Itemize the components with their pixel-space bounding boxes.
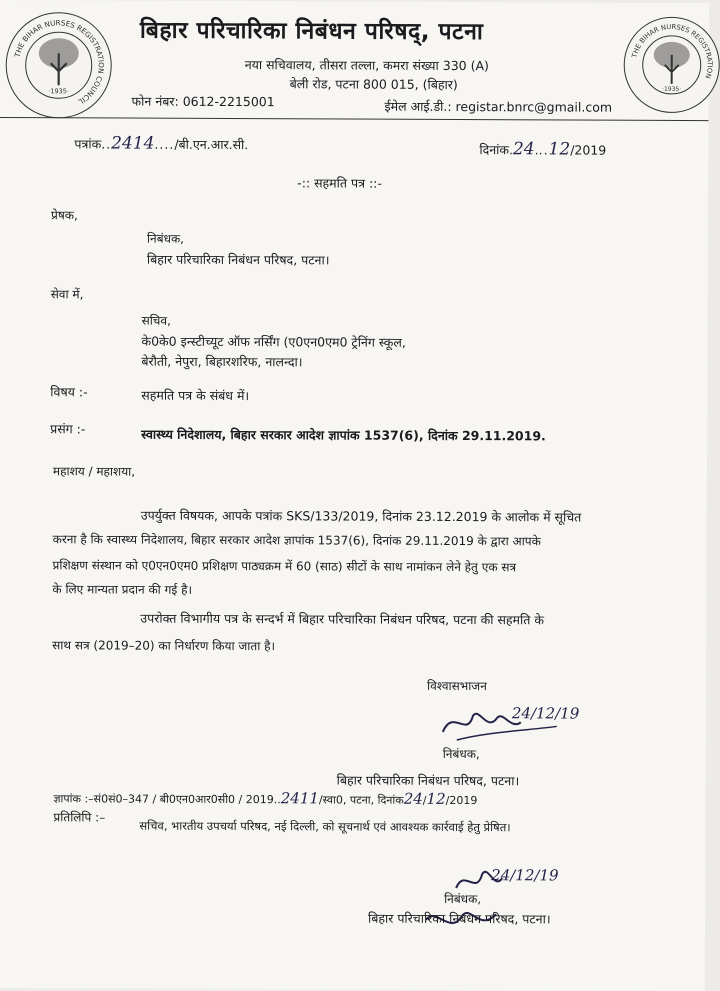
reference-number-line: पत्रांक..2414..../बी.एन.आर.सी. bbox=[74, 133, 249, 154]
salutation: महाशय / महाशया, bbox=[52, 464, 136, 479]
closing-org: बिहार परिचारिका निबंधन परिषद, पटना। bbox=[336, 772, 520, 789]
closing2-signature-date: 24/12/19 bbox=[491, 866, 559, 885]
body-p2-line-2: साथ सत्र (2019–20) का निर्धारण किया जाता है। bbox=[52, 638, 276, 654]
body-p1-line-3: प्रशिक्षण संस्थान को ए0एन0एम0 प्रशिक्षण पाठ्यक्रम में 60 (साठ) सीटों के साथ नामांकन लेने हेतु एक सत्र bbox=[52, 558, 517, 575]
memo-date-year: /2019 bbox=[445, 793, 478, 808]
body-p1-line-1: उपर्युक्त विषयक, आपके पत्रांक SKS/133/2019, दिनांक 23.12.2019 के आलोक में सूचित bbox=[140, 507, 582, 525]
ref-prefix: पत्रांक bbox=[74, 136, 102, 152]
reference-text: स्वास्थ्य निदेशालय, बिहार सरकार आदेश ज्ञापांक 1537(6), दिनांक 29.11.2019. bbox=[141, 426, 546, 444]
tree-emblem-icon bbox=[625, 18, 719, 112]
memo-line: ज्ञापांक :–सं0सं0–347 / बी0एन0आर0सी0 / 2019..2411/स्वा0, पटना, दिनांक24/12/2019 bbox=[53, 789, 478, 808]
memo-date-day: 24 bbox=[403, 789, 423, 808]
memo-date-month: 12 bbox=[426, 789, 446, 808]
ref-suffix: /बी.एन.आर.सी. bbox=[174, 136, 249, 153]
address-line-2: बेली रोड, पटना 800 015, (बिहार) bbox=[289, 76, 458, 92]
closing2-title: निबंधक, bbox=[444, 891, 482, 907]
recipient-label: सेवा में, bbox=[50, 287, 84, 302]
sender-line-1: निबंधक, bbox=[146, 231, 185, 246]
sender-label: प्रेषक, bbox=[51, 208, 78, 223]
body-p1-line-4: के लिए मान्यता प्रदान की गई है। bbox=[52, 582, 193, 597]
seal-left-year: ·1935· bbox=[48, 87, 69, 96]
body-p2-line-1: उपरोक्त विभागीय पत्र के सन्दर्भ में बिहार परिचारिका निबंधन परिषद, पटना की सहमति के bbox=[140, 610, 545, 628]
ref-date-year: /2019 bbox=[570, 142, 607, 158]
recipient-line-1: सचिव, bbox=[141, 313, 171, 328]
tree-emblem-icon bbox=[6, 13, 110, 117]
seal-right-year: ·1935· bbox=[662, 85, 682, 93]
memo-middle: /स्वा0, पटना, दिनांक bbox=[318, 793, 404, 807]
memo-prefix: ज्ञापांक :–सं0सं0–347 / बी0एन0आर0सी0 / 2019.. bbox=[53, 792, 281, 807]
reference-label: प्रसंग :- bbox=[50, 421, 86, 437]
seal-left-text: THE BIHAR NURSES REGISTRATION COUNCIL bbox=[12, 18, 106, 107]
ref-date-label: दिनांक bbox=[479, 142, 510, 158]
council-seal-left bbox=[5, 12, 111, 118]
recipient-line-3: बेरौती, नेपुरा, बिहारशरिफ, नालन्दा। bbox=[141, 353, 303, 370]
seal-right-text: THE BIHAR NURSES REGISTRATION bbox=[630, 22, 714, 80]
memo-number: 2411 bbox=[280, 789, 319, 808]
closing-yours: विश्वासभाजन bbox=[426, 678, 487, 694]
copy-label: प्रतिलिपि :– bbox=[53, 810, 106, 825]
closing-signature-date: 24/12/19 bbox=[511, 704, 580, 723]
reference-date-line: दिनांक.24...12/2019 bbox=[479, 139, 607, 160]
header-divider bbox=[0, 117, 708, 121]
phone-number: फोन नंबर: 0612-2215001 bbox=[131, 93, 275, 110]
address-line-1: नया सचिवालय, तीसरा तल्ला, कमरा संख्या 330 (A) bbox=[244, 57, 489, 74]
ref-date-month: 12 bbox=[548, 139, 571, 160]
body-p1-line-2: करना है कि स्वास्थ्य निदेशालय, बिहार सरकार आदेश ज्ञापांक 1537(6), दिनांक 29.11.2019 के द्वारा आपके bbox=[52, 532, 541, 549]
subject-label: विषय :- bbox=[50, 384, 88, 400]
letter-heading: -:: सहमति पत्र ::- bbox=[297, 175, 382, 191]
closing-title: निबंधक, bbox=[442, 746, 480, 762]
recipient-line-2: के0के0 इन्स्टीच्यूट ऑफ नर्सिंग (ए0एन0एम0 ट्रेनिंग स्कूल, bbox=[141, 333, 406, 350]
subject-text: सहमति पत्र के संबंध में। bbox=[141, 387, 250, 404]
ref-date-day: 24 bbox=[512, 139, 535, 160]
closing2-org: बिहार परिचारिका निबंधन परिषद, पटना। bbox=[367, 910, 551, 927]
email-address: ईमेल आई.डी.: registar.bnrc@gmail.com bbox=[384, 98, 613, 115]
copy-text: सचिव, भारतीय उपचर्या परिषद, नई दिल्ली, को सूचनार्थ एवं आवश्यक कार्रवाई हेतु प्रेषित। bbox=[139, 818, 511, 835]
council-seal-right bbox=[624, 17, 720, 113]
council-title: बिहार परिचारिका निबंधन परिषद्, पटना bbox=[139, 17, 484, 46]
sender-line-2: बिहार परिचारिका निबंधन परिषद, पटना। bbox=[146, 251, 330, 268]
ref-number: 2414 bbox=[111, 133, 155, 154]
